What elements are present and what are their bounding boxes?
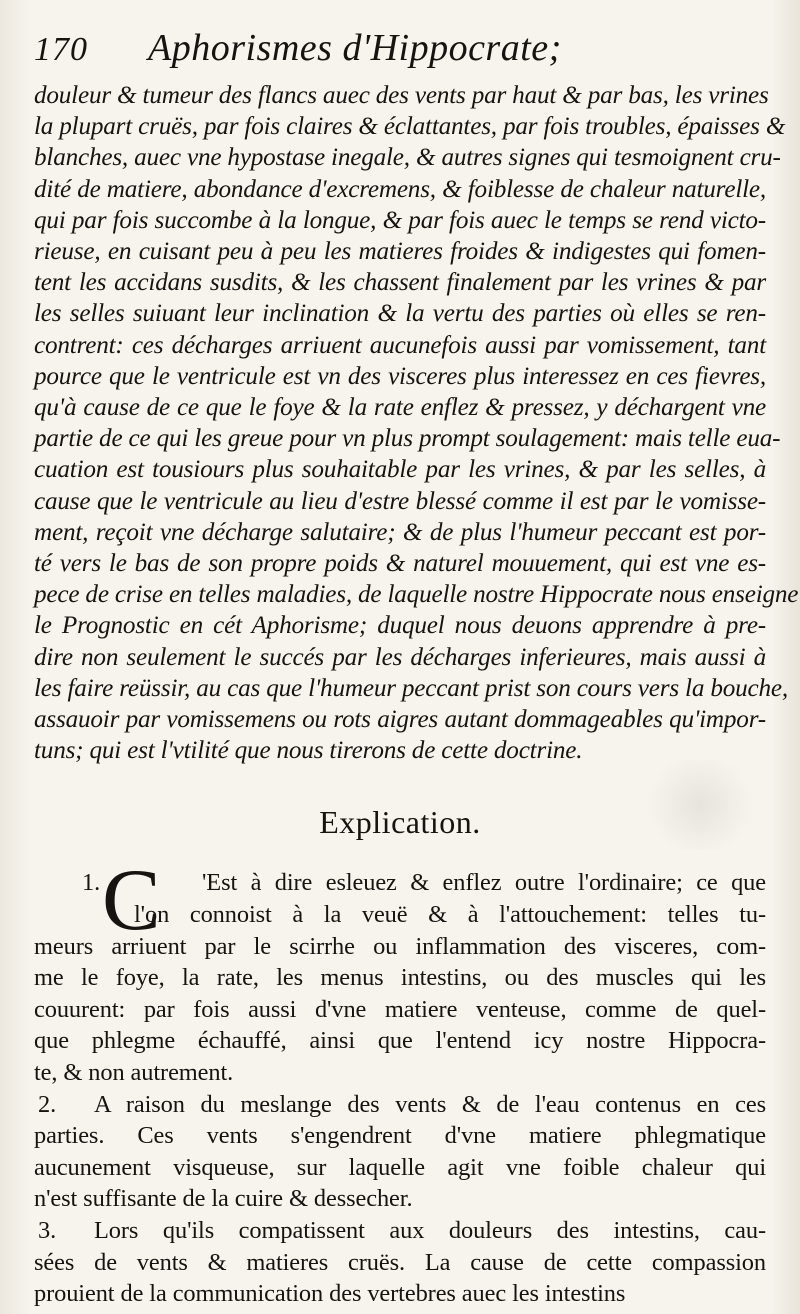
paragraph-number: 2. — [38, 1090, 57, 1118]
line-text: couurent: par fois aussi d'vne matiere venteuse, comme de quel- — [34, 995, 766, 1023]
text-line — [34, 1120, 766, 1152]
line-text: prouient de la communication des vertebres auec les intestins — [34, 1280, 626, 1308]
text-line: tent les accidans susdits, & les chassent finalement par les vrines & par — [34, 269, 766, 297]
paragraph-number: 3. — [38, 1217, 57, 1244]
text-line: pece de crise en telles maladies, de laquelle nostre Hippocrate nous enseigne — [34, 581, 799, 609]
text-line: partie de ce qui les greue pour vn plus prompt soulagement: mais telle eua- — [34, 425, 781, 453]
line-text: me le foye, la rate, les menus intestins, ou des muscles qui les — [34, 964, 766, 992]
text-line: dire non seulement le succés par les décharges inferieures, mais aussi à — [34, 643, 766, 671]
text-line: le Prognostic en cét Aphorisme; duquel nous deuons apprendre à pre- — [34, 612, 766, 640]
text-line: douleur & tumeur des flancs auec des vents par haut & par bas, les vrines — [34, 82, 769, 109]
text-line — [34, 1025, 766, 1057]
line-text: que phlegme échauffé, ainsi que l'entend icy nostre Hippocra- — [34, 1027, 766, 1055]
text-line — [34, 1278, 766, 1310]
line-text: te, & non autrement. — [34, 1059, 234, 1087]
explication-body — [34, 852, 766, 1309]
text-line — [34, 1183, 766, 1215]
line-text: aucunement visqueuse, sur laquelle agit vne foible chaleur qui — [34, 1153, 766, 1181]
section-heading: Explication. — [319, 804, 481, 841]
text-line: pource que le ventricule est vn des visceres plus interessez en ces fievres, — [34, 362, 766, 390]
text-line: la plupart cruës, par fois claires & éclattantes, par fois troubles, épaisses & — [34, 113, 786, 141]
line-text: parties. Ces vents s'engendrent d'vne matiere phlegmatique — [34, 1122, 766, 1150]
ink-bleed-through — [640, 760, 760, 850]
text-line — [34, 1089, 766, 1121]
drop-cap: C — [102, 852, 161, 950]
line-text: l'on connoist à la veuë & à l'attouchement: telles tu- — [134, 901, 766, 929]
explication-paragraph — [34, 1089, 766, 1215]
text-line — [34, 962, 766, 994]
page-number: 170 — [34, 31, 88, 68]
aphorism-commentary — [34, 80, 799, 766]
line-text: sées de vents & matieres cruës. La cause de cette compassion — [34, 1248, 766, 1276]
text-line: cuation est tousiours plus souhaitable par les vrines, & par les selles, à — [34, 456, 766, 484]
line-text: n'est suffisante de la cuire & dessecher. — [34, 1185, 413, 1213]
text-line — [34, 1152, 766, 1184]
page-header — [34, 26, 766, 70]
line-text: A raison du meslange des vents & de l'eau contenus en ces — [94, 1090, 766, 1118]
text-line: rieuse, en cuisant peu à peu les matieres froides & indigestes qui fomen- — [34, 238, 766, 266]
line-text: Lors qu'ils compatissent aux douleurs des intestins, cau- — [94, 1217, 766, 1244]
text-line: les selles suiuant leur inclination & la vertu des parties où elles se ren- — [34, 300, 766, 328]
text-line: dité de matiere, abondance d'excremens, & foiblesse de chaleur naturelle, — [34, 175, 766, 203]
explication-paragraph — [34, 1215, 766, 1310]
text-line: assauoir par vomissemens ou rots aigres autant dommageables qu'impor- — [34, 706, 766, 734]
line-text: meurs arriuent par le scirrhe ou inflammation des visceres, com- — [34, 932, 766, 960]
text-line — [34, 1247, 766, 1279]
explication-paragraph — [34, 852, 766, 1088]
text-line: les faire reüssir, au cas que l'humeur peccant prist son cours vers la bouche, — [34, 674, 788, 702]
line-text: 'Est à dire esleuez & enflez outre l'ordinaire; ce que — [202, 869, 766, 897]
text-line: ment, reçoit vne décharge salutaire; & de plus l'humeur peccant est por- — [34, 518, 766, 546]
text-line: blanches, auec vne hypostase inegale, & autres signes qui tesmoignent cru- — [34, 144, 781, 172]
text-line: tuns; qui est l'vtilité que nous tirerons de cette doctrine. — [34, 737, 583, 765]
running-head: Aphorismes d'Hippocrate; — [148, 27, 562, 69]
text-line: contrent: ces décharges arriuent aucunefois aussi par vomissement, tant — [34, 331, 766, 359]
text-line — [34, 1215, 766, 1247]
text-line: té vers le bas de son propre poids & naturel mouuement, qui est vne es- — [34, 550, 766, 578]
text-line: cause que le ventricule au lieu d'estre blessé comme il est par le vomisse- — [34, 487, 766, 515]
text-line: qu'à cause de ce que le foye & la rate enflez & pressez, y déchargent vne — [34, 394, 766, 422]
text-line: qui par fois succombe à la longue, & par fois auec le temps se rend victo- — [34, 206, 766, 234]
paragraph-number: 1. — [82, 869, 101, 897]
text-line — [34, 994, 766, 1026]
text-line — [34, 1057, 766, 1089]
